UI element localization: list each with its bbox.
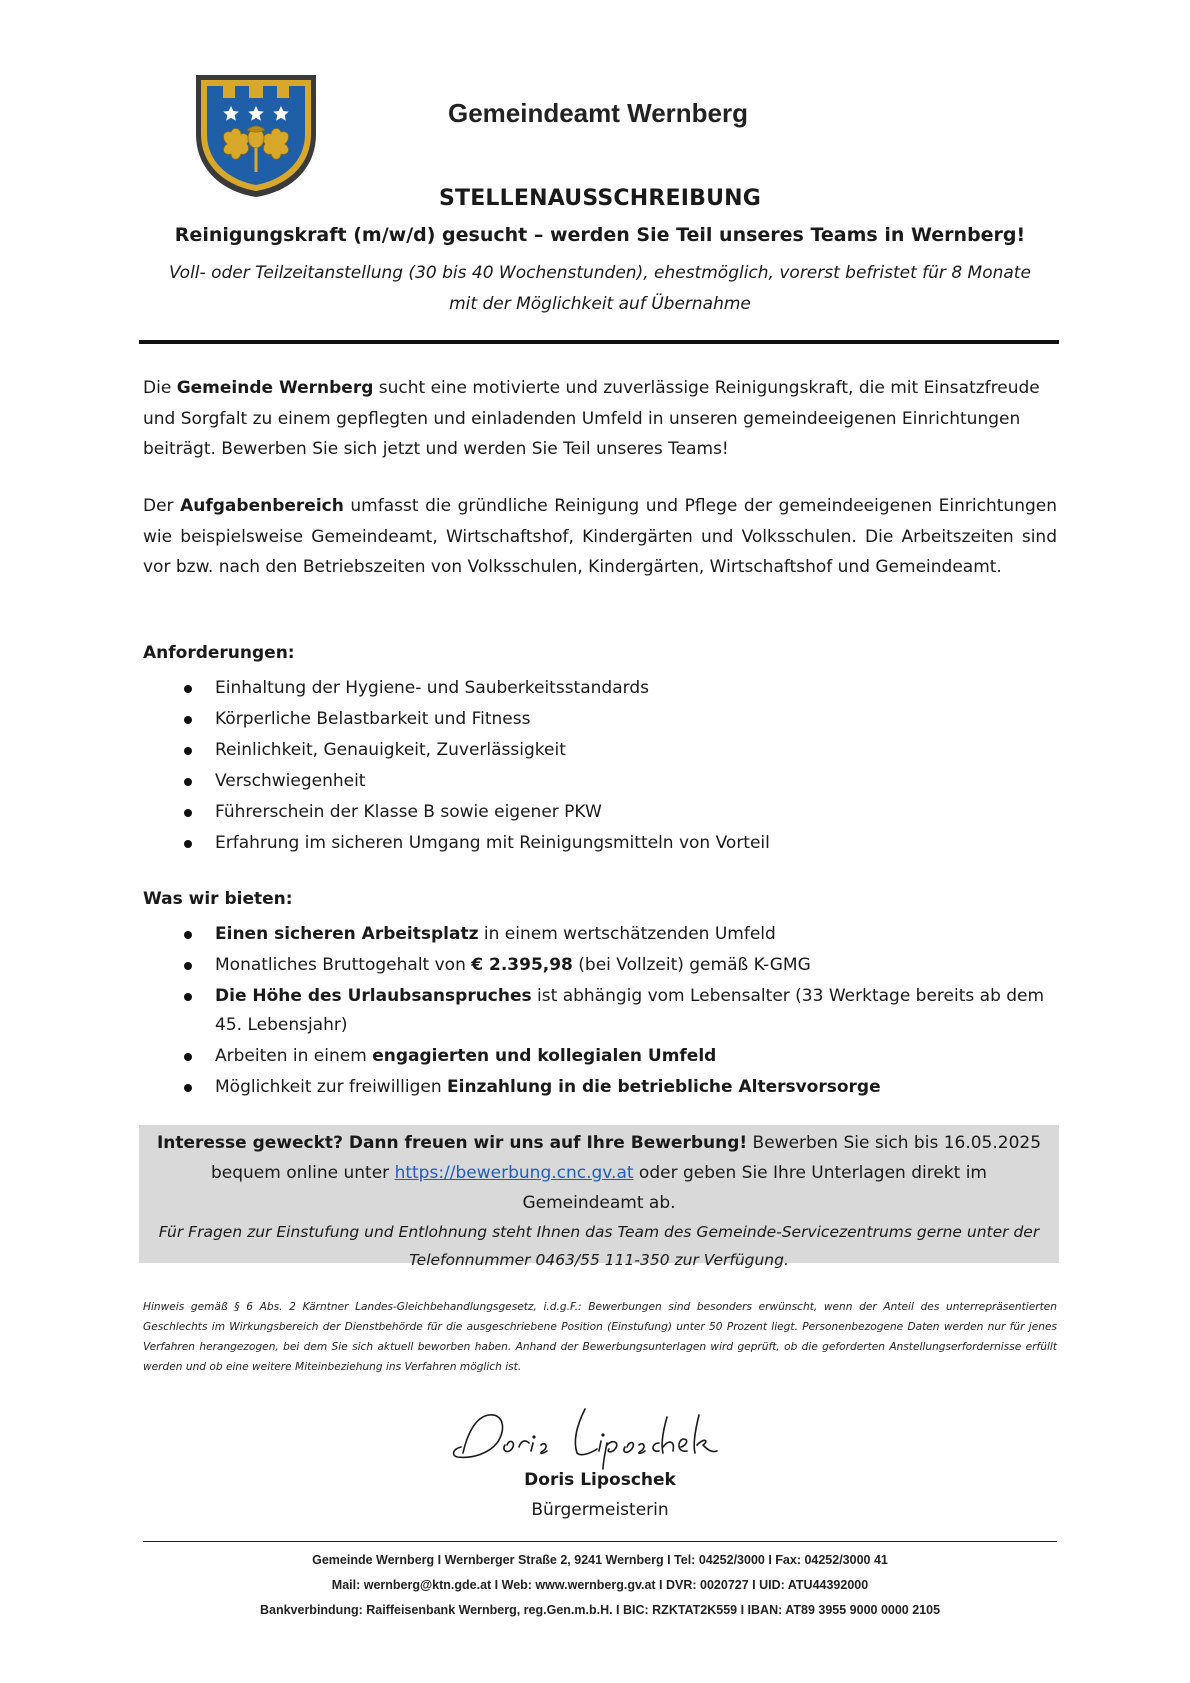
bullet-icon: [184, 1053, 192, 1061]
coat-of-arms-icon: [193, 72, 319, 199]
requirement-text: Erfahrung im sicheren Umgang mit Reinigungsmitteln von Vorteil: [215, 833, 770, 853]
offer-bold: € 2.395,98: [471, 955, 573, 975]
offer-text: (bei Vollzeit) gemäß K-GMG: [572, 955, 811, 975]
application-bold: Interesse geweckt? Dann freuen wir uns auf Ihre Bewerbung!: [156, 1133, 748, 1153]
list-item: [143, 951, 1057, 980]
requirement-text: Verschwiegenheit: [215, 771, 366, 791]
header-divider: [139, 340, 1059, 344]
footer-divider: [143, 1541, 1057, 1542]
offers-list: [143, 920, 1057, 1104]
job-subtitle: Reinigungskraft (m/w/d) gesucht – werden Sie Teil unseres Teams in Wernberg!: [174, 224, 1026, 246]
intro-bold: Gemeinde Wernberg: [176, 378, 374, 398]
bullet-icon: [184, 747, 192, 755]
list-item: [143, 767, 1057, 796]
list-item: [143, 1073, 1057, 1102]
application-text: [139, 1125, 1059, 1218]
intro-paragraph: [143, 373, 1057, 465]
handwritten-signature: [445, 1395, 765, 1475]
bullet-icon: [184, 1084, 192, 1092]
requirements-list: [143, 674, 1057, 860]
bullet-icon: [184, 840, 192, 848]
offers-heading: Was wir bieten:: [143, 889, 293, 909]
bullet-icon: [184, 778, 192, 786]
organization-name: Gemeindeamt Wernberg: [447, 98, 749, 128]
list-item: [143, 705, 1057, 734]
offer-bold: Einen sicheren Arbeitsplatz: [215, 924, 479, 944]
footer-address: Gemeinde Wernberg I Wernberger Straße 2, 9241 Wernberg I Tel: 04252/3000 I Fax: 04252/3000 41: [312, 1553, 888, 1567]
employment-terms: [140, 258, 1060, 320]
tasks-prefix: Der: [143, 496, 181, 516]
signer-name: Doris Liposchek: [524, 1470, 676, 1490]
list-item: [143, 829, 1057, 858]
list-item: [143, 920, 1057, 949]
requirement-text: Führerschein der Klasse B sowie eigener PKW: [215, 802, 602, 822]
application-alt-text: oder geben Sie Ihre Unterlagen direkt im Gemeindeamt ab.: [522, 1163, 987, 1213]
list-item: [143, 798, 1057, 827]
offer-text: ist abhängig vom Lebensalter (33 Werktage bereits ab dem 45. Lebensjahr): [215, 986, 1045, 1035]
intro-text: sucht eine motivierte und zuverlässige Reinigungskraft, die mit Einsatzfreude und Sorgfalt zu einem gepflegten und einladenden Umfeld in unseren gemeindeeigenen Einrichtungen beiträgt. Bewerben Sie sich jetzt und werden Sie Teil unseres Teams!: [143, 378, 1040, 459]
bullet-icon: [184, 685, 192, 693]
bullet-icon: [184, 809, 192, 817]
application-contact-note: Für Fragen zur Einstufung und Entlohnung steht Ihnen das Team des Gemeinde-Servicezentrums gerne unter der Telefonnummer 0463/55 111-350 zur Verfügung.: [158, 1223, 1040, 1269]
list-item: [143, 736, 1057, 765]
offer-text: in einem wertschätzenden Umfeld: [478, 924, 776, 944]
offer-text: Monatliches Bruttogehalt von: [215, 955, 472, 975]
bullet-icon: [184, 962, 192, 970]
offer-bold: Die Höhe des Urlaubsanspruches: [215, 986, 532, 1006]
tasks-bold: Aufgabenbereich: [180, 496, 344, 516]
list-item: [143, 674, 1057, 703]
application-deadline-text: Bewerben Sie sich bis 16.05.2025 bequem online unter: [210, 1133, 1042, 1183]
tasks-text: umfasst die gründliche Reinigung und Pflege der gemeindeeigenen Einrichtungen wie beispielsweise Gemeindeamt, Wirtschaftshof, Kindergärten und Volksschulen. Die Arbeitszeiten sind vor bzw. nach den Betriebszeiten von Volksschulen, Kindergärten, Wirtschaftshof und Gemeindeamt.: [143, 496, 1057, 577]
offer-text: Möglichkeit zur freiwilligen: [215, 1077, 448, 1097]
legal-notice: Hinweis gemäß § 6 Abs. 2 Kärntner Landes-Gleichbehandlungsgesetz, i.d.g.F.: Bewerbungen sind besonders erwünscht, wenn der Anteil des unterrepräsentierten Geschlechts im Wirkungsbereich der Dienstbehörde für die ausgeschriebene Position (Einstufung) unter 50 Prozent liegt. Personenbezogene Daten werden nur für jenes Verfahren herangezogen, bei dem Sie sich aktuell beworben haben. Anhand der Bewerbungsunterlagen wird geprüft, ob die geforderten Anstellungserfordernisse erfüllt werden und ob eine weitere Miteinbeziehung ins Verfahren möglich ist.: [143, 1301, 1057, 1373]
footer-bank: Bankverbindung: Raiffeisenbank Wernberg, reg.Gen.m.b.H. I BIC: RZKTAT2K559 I IBAN: AT89 3955 9000 0000 2105: [259, 1603, 941, 1617]
requirements-heading: Anforderungen:: [143, 643, 295, 663]
employment-terms-line: Voll- oder Teilzeitanstellung (30 bis 40 Wochenstunden), ehestmöglich, vorerst befristet für 8 Monate: [169, 263, 1031, 283]
intro-prefix: Die: [143, 378, 177, 398]
application-box: [139, 1125, 1059, 1269]
signer-role: Bürgermeisterin: [531, 1500, 669, 1520]
footer-contact: Mail: wernberg@ktn.gde.at I Web: www.wernberg.gv.at I DVR: 0020727 I UID: ATU44392000: [331, 1578, 869, 1592]
requirement-text: Einhaltung der Hygiene- und Sauberkeitsstandards: [215, 678, 649, 698]
bullet-icon: [184, 931, 192, 939]
list-item: [143, 1042, 1057, 1071]
offer-bold: engagierten und kollegialen Umfeld: [372, 1046, 717, 1066]
offer-text: Arbeiten in einem: [215, 1046, 373, 1066]
requirement-text: Reinlichkeit, Genauigkeit, Zuverlässigkeit: [215, 740, 566, 760]
list-item: [143, 982, 1057, 1040]
bullet-icon: [184, 716, 192, 724]
tasks-paragraph: [143, 491, 1057, 583]
bullet-icon: [184, 993, 192, 1001]
document-title: STELLENAUSSCHREIBUNG: [438, 186, 762, 211]
application-link[interactable]: https://bewerbung.cnc.gv.at: [394, 1163, 634, 1183]
employment-terms-line: mit der Möglichkeit auf Übernahme: [449, 294, 751, 314]
requirement-text: Körperliche Belastbarkeit und Fitness: [215, 709, 531, 729]
offer-bold: Einzahlung in die betriebliche Altersvorsorge: [447, 1077, 881, 1097]
